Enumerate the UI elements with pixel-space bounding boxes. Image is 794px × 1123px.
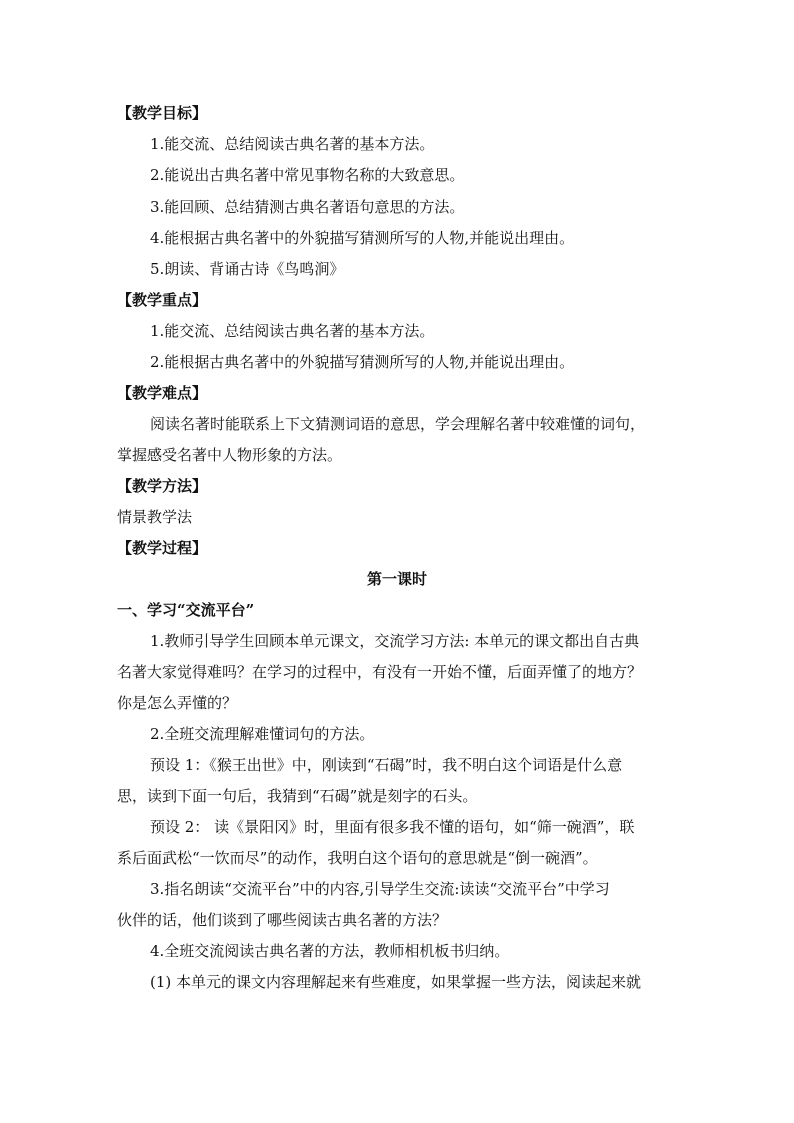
paragraph-line: 伙伴的话，他们谈到了哪些阅读古典名著的方法？: [117, 911, 448, 929]
paragraph-line: 你是怎么弄懂的？: [117, 694, 238, 712]
paragraph-line: 预设 2： 读《景阳冈》时，里面有很多我不懂的语句，如“筛一碗酒”，联: [150, 818, 635, 836]
process-heading: 【教学过程】: [117, 539, 208, 557]
paragraph-line: 1.教师引导学生回顾本单元课文，交流学习方法: 本单元的课文都出自古典: [150, 632, 640, 650]
paragraph-line: 思，读到下面一句后，我猜到“石碣”就是刻字的石头。: [117, 787, 478, 805]
lesson-title: 第一课时: [366, 570, 427, 588]
paragraph-line: 4.全班交流阅读古典名著的方法，教师相机板书归纳。: [150, 942, 510, 960]
paragraph-line: 系后面武松“一饮而尽”的动作，我明白这个语句的意思就是“倒一碗酒”。: [117, 849, 598, 867]
section-title: 一、学习“交流平台”: [117, 601, 255, 619]
goal-item: 5.朗读、背诵古诗《鸟鸣涧》: [150, 260, 345, 278]
methods-heading: 【教学方法】: [117, 477, 208, 495]
paragraph-line: 名著大家觉得难吗？在学习的过程中，有没有一开始不懂，后面弄懂了的地方？: [117, 663, 643, 681]
key-points-heading: 【教学重点】: [117, 291, 208, 309]
paragraph-line: 预设 1：《猴王出世》中，刚读到“石碣”时，我不明白这个词语是什么意: [150, 756, 623, 774]
paragraph-line: (1) 本单元的课文内容理解起来有些难度，如果掌握一些方法，阅读起来就: [150, 973, 642, 991]
goal-item: 4.能根据古典名著中的外貌描写猜测所写的人物,并能说出理由。: [150, 229, 575, 247]
goal-item: 2.能说出古典名著中常见事物名称的大致意思。: [150, 166, 465, 184]
difficulties-heading: 【教学难点】: [117, 384, 208, 402]
methods-text: 情景教学法: [117, 508, 193, 526]
goal-item: 3.能回顾、总结猜测古典名著语句意思的方法。: [150, 198, 465, 216]
difficulties-text-line: 掌握感受名著中人物形象的方法。: [117, 446, 343, 464]
paragraph-line: 2.全班交流理解难懂词句的方法。: [150, 725, 375, 743]
paragraph-line: 3.指名朗读“交流平台”中的内容,引导学生交流:读读“交流平台”中学习: [150, 880, 610, 898]
key-point-item: 1.能交流、总结阅读古典名著的基本方法。: [150, 322, 435, 340]
goal-item: 1.能交流、总结阅读古典名著的基本方法。: [150, 135, 435, 153]
key-point-item: 2.能根据古典名著中的外貌描写猜测所写的人物,并能说出理由。: [150, 353, 575, 371]
difficulties-text-line: 阅读名著时能联系上下文猜测词语的意思，学会理解名著中较难懂的词句，: [150, 415, 646, 433]
goals-heading: 【教学目标】: [117, 104, 208, 122]
